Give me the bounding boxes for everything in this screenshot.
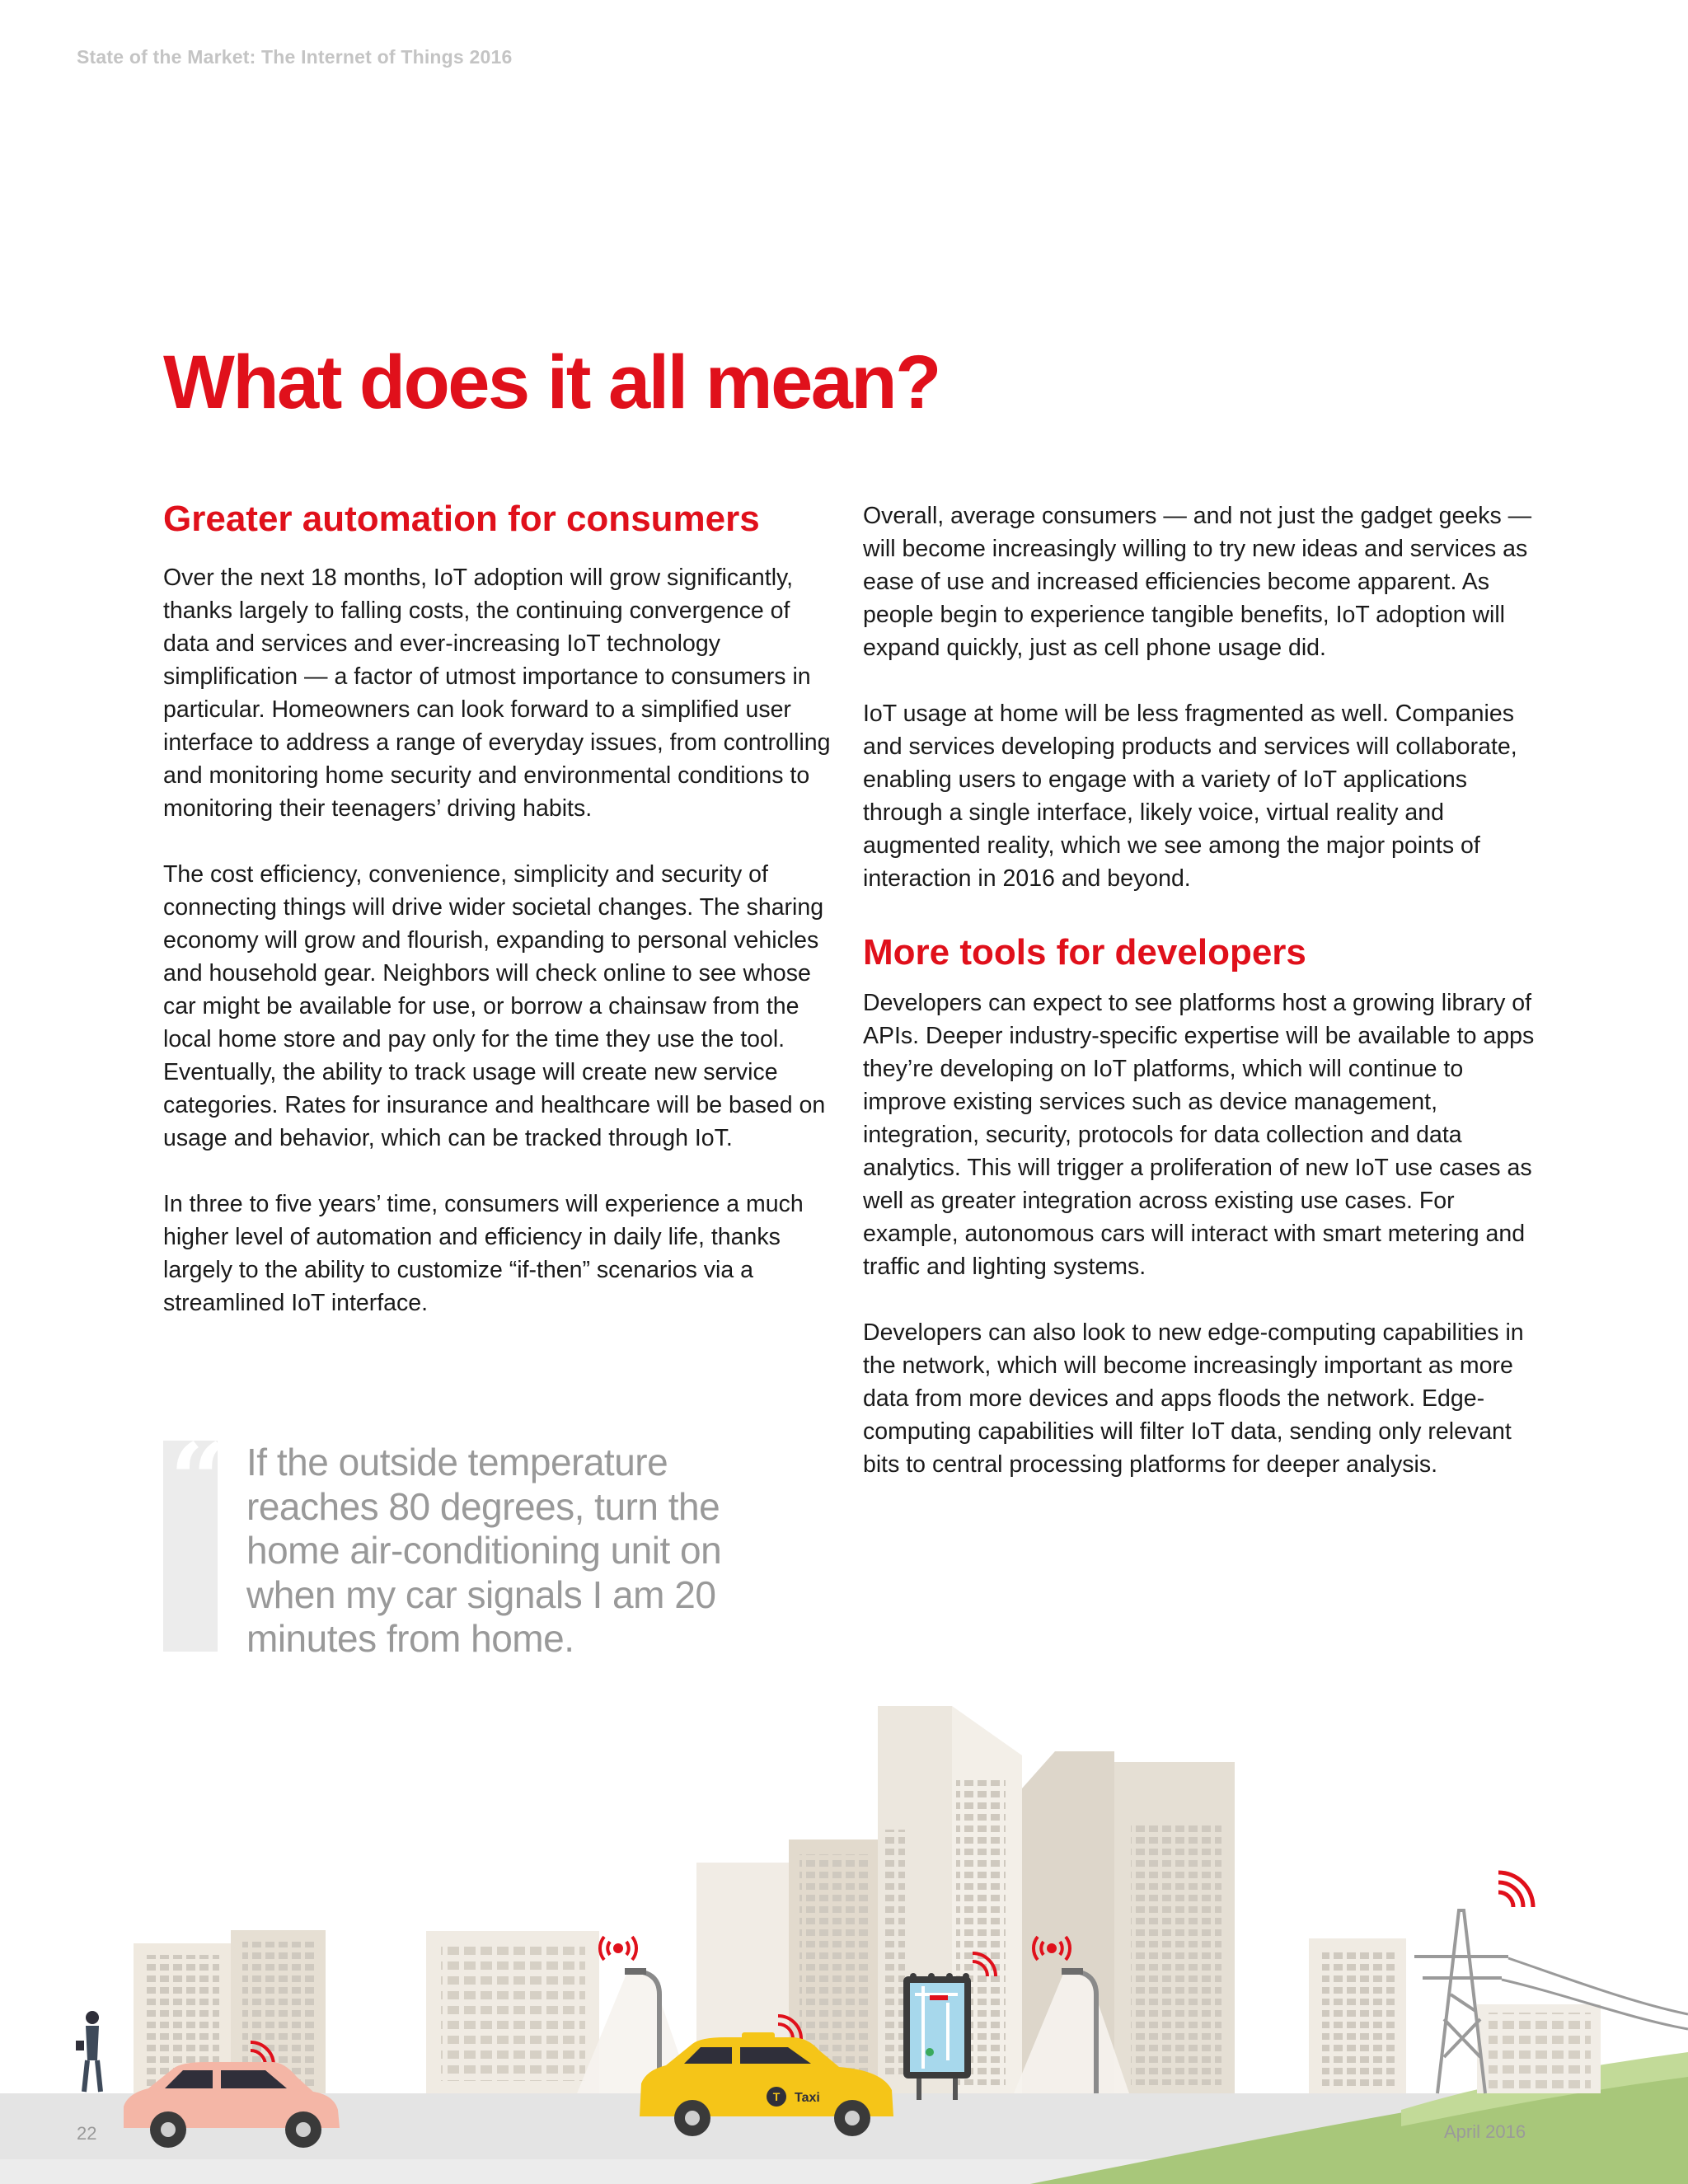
quote-bar — [163, 1422, 227, 1652]
wifi-signal-icon — [1498, 1872, 1533, 1907]
building-mid-left — [426, 1931, 599, 2093]
paragraph: Developers can also look to new edge-computing capabilities in the network, which will become increasingly important as more data from more devices and apps floods the network. Edge-computing capabilities will filter IoT data, sending only relevant bits to central processing platforms for deeper analysis. — [863, 1319, 1524, 1478]
svg-text:T: T — [772, 2090, 781, 2103]
right-column — [863, 499, 1539, 1514]
paragraph: Over the next 18 months, IoT adoption will grow significantly, thanks largely to falling costs, the continuing convergence of data and services and ever-increasing IoT technology simplification — a factor of utmost importance to consumers in particular. Homeowners can look forward to a simplified user interface to address a range of everyday issues, from controlling and monitoring home security and environmental conditions to monitoring their teenagers’ driving habits. — [163, 564, 831, 822]
pedestrian-icon — [76, 2011, 101, 2092]
pull-quote — [163, 1422, 790, 1660]
paragraph: In three to five years’ time, consumers will experience a much higher level of automation and efficiency in daily life, thanks largely to the ability to customize “if-then” scenarios via a streamlined IoT interface. — [163, 1190, 804, 1316]
left-column — [163, 498, 831, 1352]
taxi-label: Taxi — [795, 2091, 820, 2105]
section-heading-developers: More tools for developers — [863, 932, 1306, 972]
paragraph: Developers can expect to see platforms host a growing library of APIs. Deeper industry-specific expertise will be available to apps they’re developing on IoT platforms, which will continue to improve existing services such as device management, integration, security, protocols for data collection and data analytics. This will trigger a proliferation of new IoT use cases as well as greater integration across existing use cases. For example, autonomous cars will interact with smart metering and traffic and lighting systems. — [863, 989, 1535, 1280]
running-header: State of the Market: The Internet of Things 2016 — [77, 46, 513, 68]
paragraph: IoT usage at home will be less fragmented as well. Companies and services developing products and services will collaborate, enabling users to engage with a variety of IoT applications through a single interface, likely voice, virtual reality and augmented reality, which we see among the major points of interaction in 2016 and beyond. — [863, 701, 1517, 892]
page-number: 22 — [77, 2123, 97, 2144]
building-group-right — [1309, 1938, 1601, 2093]
paragraph: Overall, average consumers — and not just the gadget geeks — will become increasingly willing to try new ideas and services as ease of use and increased efficiencies become apparent. As people begin to experience tangible benefits, IoT adoption will expand quickly, just as cell phone usage did. — [863, 503, 1532, 661]
wifi-signal-icon — [600, 1937, 636, 1960]
smart-city-illustration — [0, 1681, 1688, 2184]
quote-mark-icon: “ — [170, 1422, 227, 1538]
paragraph: The cost efficiency, convenience, simplicity and security of connecting things will drive wider societal changes. The sharing economy will grow and flourish, expanding to personal vehicles and household gear. Neighbors will check online to see whose car might be available for use, or borrow a chainsaw from the local home store and pay only for the time they use the tool. Eventually, the ability to track usage will create new service categories. Rates for insurance and healthcare will be based on usage and behavior, which can be tracked through IoT. — [163, 860, 826, 1151]
section-heading-consumers: Greater automation for consumers — [163, 499, 760, 539]
footer-date: April 2016 — [1444, 2121, 1526, 2142]
page-title: What does it all mean? — [163, 340, 940, 424]
pull-quote-text: If the outside temperature reaches 80 degrees, turn the home air-conditioning unit on when my car signals I am 20 minutes from home. — [246, 1441, 722, 1660]
